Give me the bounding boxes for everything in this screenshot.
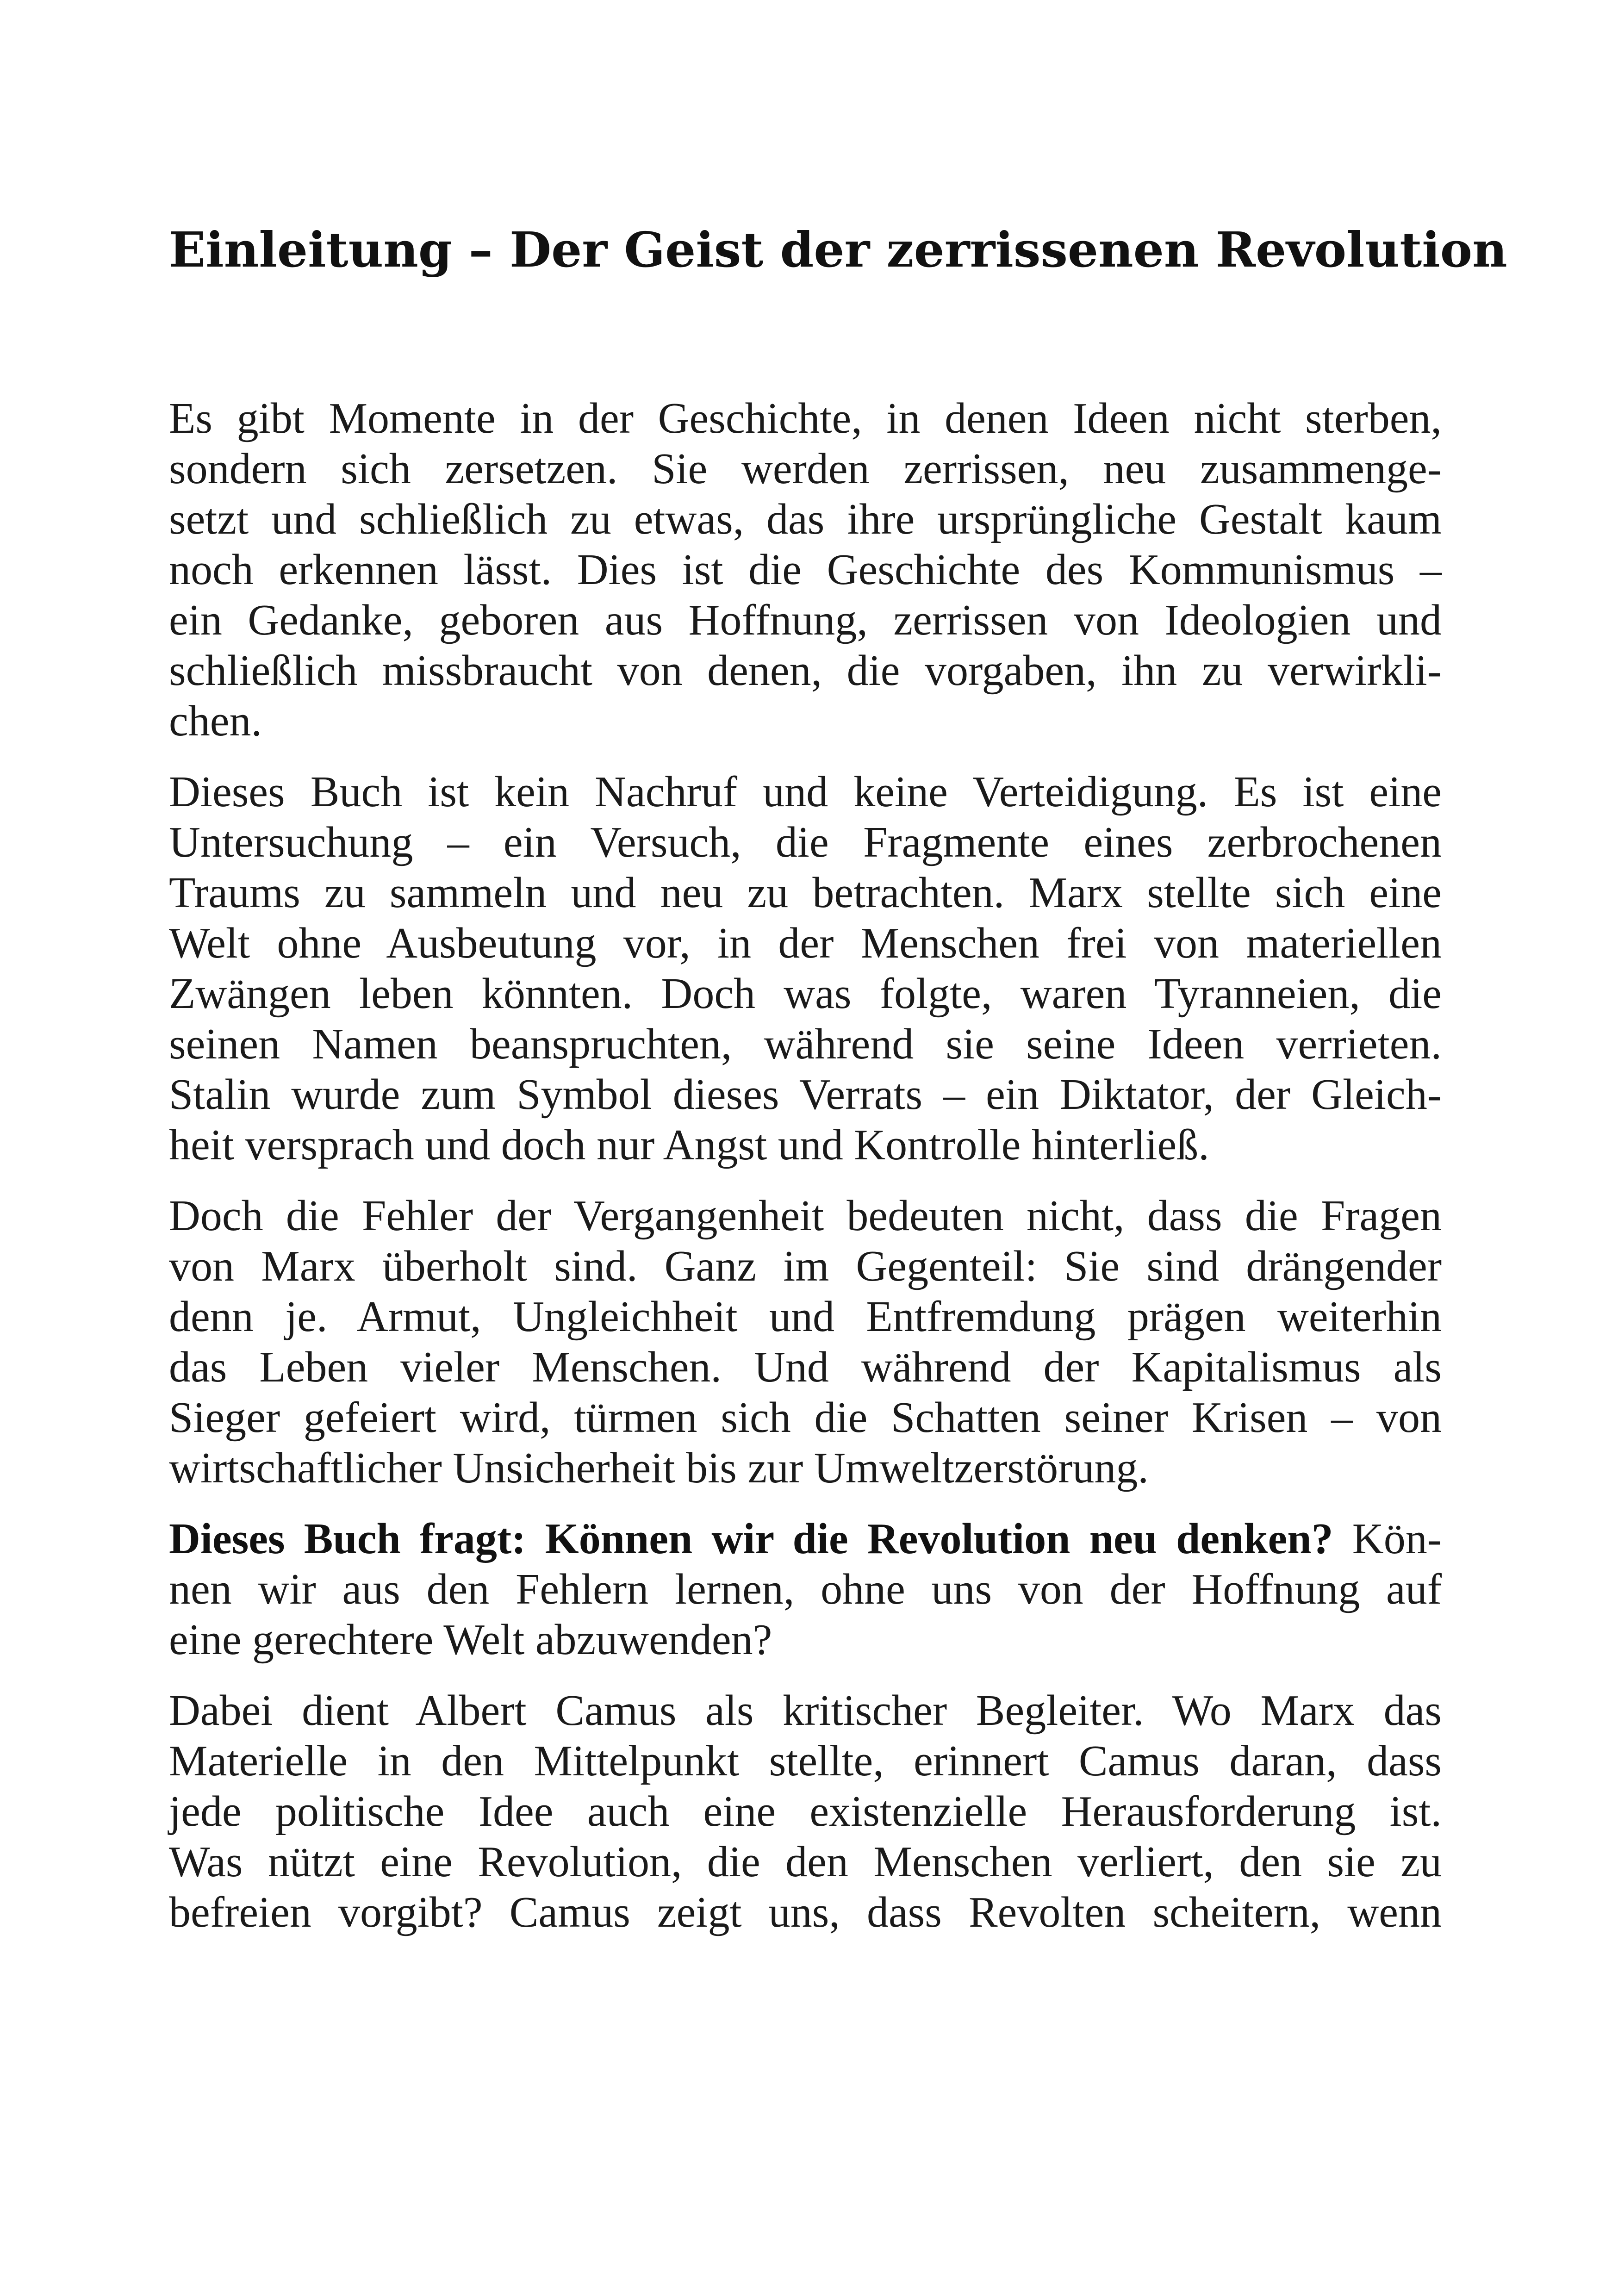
text-line: eine gerechtere Welt abzuwenden? (169, 1616, 772, 1664)
text-line: setzt und schließlich zu etwas, das ihre ursprüngliche Gestalt kaum (169, 495, 1442, 543)
text-line: Doch die Fehler der Vergangenheit bedeuten nicht, dass die Fragen (169, 1192, 1442, 1240)
paragraph-2 (169, 767, 1442, 1170)
paragraph-5 (169, 1686, 1442, 1938)
text-line: Sieger gefeiert wird, türmen sich die Schatten seiner Krisen – von (169, 1394, 1442, 1442)
text-line: Welt ohne Ausbeutung vor, in der Menschen frei von materiellen (169, 919, 1442, 967)
text-line: Materielle in den Mittelpunkt stellte, erinnert Camus daran, dass (169, 1737, 1442, 1785)
text-line: denn je. Armut, Ungleichheit und Entfremdung prägen weiterhin (169, 1293, 1442, 1341)
text-line: noch erkennen lässt. Dies ist die Geschichte des Kommunismus – (169, 546, 1442, 594)
text-line: Traums zu sammeln und neu zu betrachten. Marx stellte sich eine (169, 869, 1442, 917)
text-line: von Marx überholt sind. Ganz im Gegenteil: Sie sind drängender (169, 1242, 1442, 1290)
text-line: Es gibt Momente in der Geschichte, in denen Ideen nicht sterben, (169, 394, 1442, 442)
text-line: nen wir aus den Fehlern lernen, ohne uns von der Hoffnung auf (169, 1565, 1442, 1613)
text-line: Untersuchung – ein Versuch, die Fragmente eines zerbrochenen (169, 818, 1442, 866)
text-line: jede politische Idee auch eine existenzielle Herausforderung ist. (169, 1787, 1442, 1836)
text-line: Was nützt eine Revolution, die den Menschen verliert, den sie zu (169, 1838, 1442, 1886)
text-line: befreien vorgibt? Camus zeigt uns, dass Revolten scheitern, wenn (169, 1888, 1442, 1936)
paragraph-1 (169, 393, 1442, 747)
text-line: seinen Namen beanspruchten, während sie seine Ideen verrieten. (169, 1020, 1442, 1068)
paragraph-3 (169, 1191, 1442, 1493)
text-line: chen. (169, 697, 262, 745)
text-line: Dieses Buch ist kein Nachruf und keine Verteidigung. Es ist eine (169, 768, 1442, 816)
bold-question: Dieses Buch fragt: Können wir die Revolution neu denken? (169, 1515, 1333, 1563)
text-line: das Leben vieler Menschen. Und während der Kapitalismus als (169, 1343, 1442, 1391)
text-line: Stalin wurde zum Symbol dieses Verrats – ein Diktator, der Gleich- (169, 1070, 1442, 1119)
body-text (169, 393, 1442, 1958)
text-line: sondern sich zersetzen. Sie werden zerrissen, neu zusammenge- (169, 445, 1442, 493)
text-run: Kön- (1333, 1515, 1442, 1563)
text-line: ein Gedanke, geboren aus Hoffnung, zerrissen von Ideologien und (169, 596, 1442, 644)
text-line: schließlich missbraucht von denen, die vorgaben, ihn zu verwirkli- (169, 647, 1442, 695)
text-line: Dabei dient Albert Camus als kritischer Begleiter. Wo Marx das (169, 1686, 1442, 1735)
text-line: heit versprach und doch nur Angst und Kontrolle hinterließ. (169, 1121, 1209, 1169)
text-line (169, 1514, 1442, 1564)
text-line: Zwängen leben könnten. Doch was folgte, waren Tyranneien, die (169, 970, 1442, 1018)
text-line: wirtschaftlicher Unsicherheit bis zur Umweltzerstörung. (169, 1444, 1149, 1492)
paragraph-4 (169, 1514, 1442, 1665)
chapter-title: Einleitung – Der Geist der zerrissenen Revolution (169, 221, 1507, 278)
